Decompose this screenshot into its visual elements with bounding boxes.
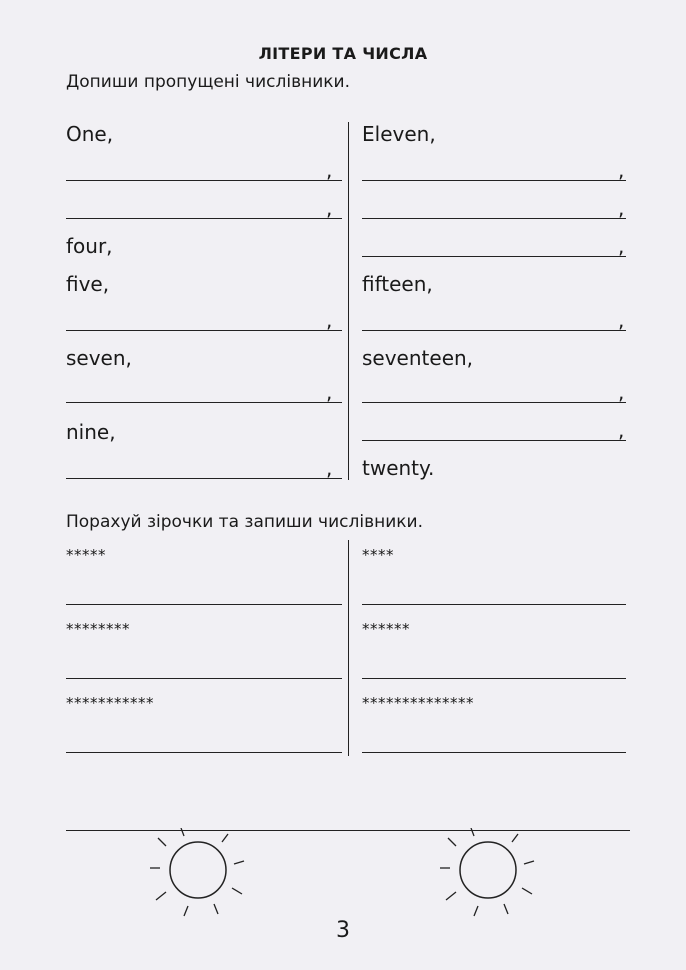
number-word: One, <box>66 122 114 146</box>
answer-line[interactable] <box>362 330 626 331</box>
answer-line[interactable] <box>362 604 626 605</box>
answer-line[interactable] <box>362 752 626 753</box>
page-number: 3 <box>336 918 350 943</box>
comma: , <box>326 158 333 182</box>
number-word: twenty. <box>362 456 435 480</box>
number-word: fifteen, <box>362 272 433 296</box>
comma: , <box>618 234 625 258</box>
answer-line[interactable] <box>362 180 626 181</box>
number-word: seventeen, <box>362 346 474 370</box>
answer-line[interactable] <box>66 218 342 219</box>
star-row: ******** <box>66 620 130 638</box>
answer-line[interactable] <box>362 678 626 679</box>
number-word: Eleven, <box>362 122 436 146</box>
task2-instruction: Порахуй зірочки та запиши числівники. <box>66 512 423 532</box>
page-title: ЛІТЕРИ ТА ЧИСЛА <box>258 44 428 63</box>
answer-line[interactable] <box>66 678 342 679</box>
number-word: nine, <box>66 420 116 444</box>
number-word: five, <box>66 272 110 296</box>
column-divider-1 <box>348 122 349 480</box>
sun-icon <box>436 828 546 918</box>
answer-line[interactable] <box>362 402 626 403</box>
answer-line[interactable] <box>66 478 342 479</box>
comma: , <box>618 158 625 182</box>
comma: , <box>326 308 333 332</box>
star-row: ***** <box>66 546 106 564</box>
comma: , <box>618 380 625 404</box>
number-word: seven, <box>66 346 132 370</box>
column-divider-2 <box>348 540 349 756</box>
star-row: ************** <box>362 694 474 712</box>
answer-line[interactable] <box>66 752 342 753</box>
answer-line[interactable] <box>362 218 626 219</box>
answer-line[interactable] <box>66 330 342 331</box>
comma: , <box>618 418 625 442</box>
answer-line[interactable] <box>66 180 342 181</box>
star-row: **** <box>362 546 394 564</box>
sun-icon <box>148 828 258 918</box>
number-word: four, <box>66 234 113 258</box>
star-row: *********** <box>66 694 154 712</box>
answer-line[interactable] <box>66 604 342 605</box>
star-row: ****** <box>362 620 410 638</box>
comma: , <box>618 196 625 220</box>
task1-instruction: Допиши пропущені числівники. <box>66 72 350 92</box>
comma: , <box>326 380 333 404</box>
answer-line[interactable] <box>362 256 626 257</box>
comma: , <box>326 196 333 220</box>
answer-line[interactable] <box>66 402 342 403</box>
answer-line[interactable] <box>362 440 626 441</box>
comma: , <box>618 308 625 332</box>
comma: , <box>326 456 333 480</box>
